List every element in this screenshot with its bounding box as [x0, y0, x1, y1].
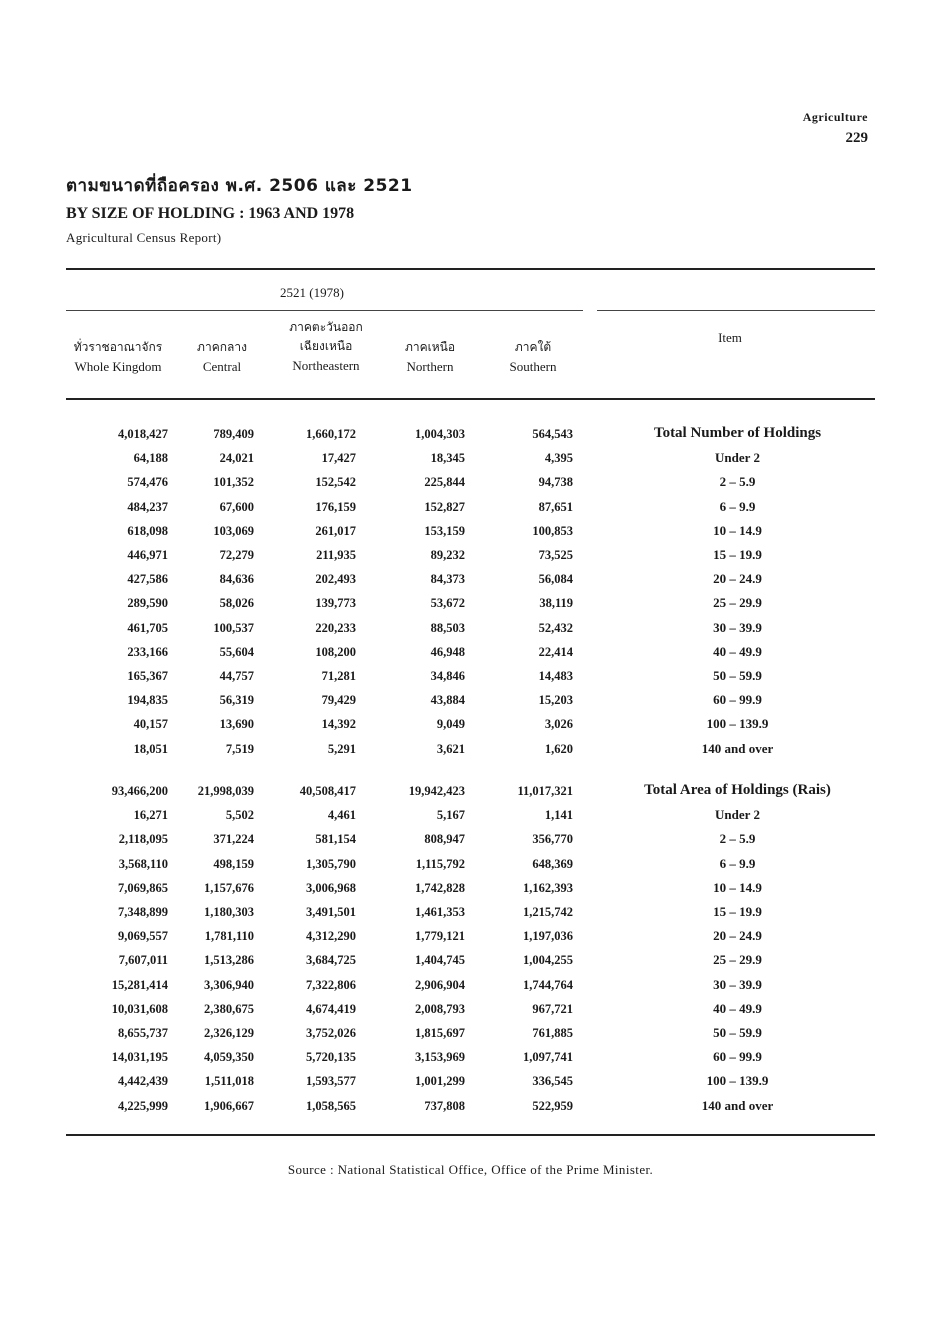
- item-label: 20 – 24.9: [713, 928, 762, 944]
- table-cell: 446,971: [127, 548, 168, 562]
- table-cell: 9,069,557: [118, 929, 168, 944]
- table-cell: 165,367: [127, 669, 168, 683]
- column-header: [58, 338, 178, 376]
- table-cell: 1,744,764: [523, 977, 573, 992]
- column-header: [162, 338, 282, 376]
- column-header: [370, 338, 490, 376]
- table-cell: 153,159: [424, 523, 465, 538]
- table-cell: 194,835: [127, 693, 168, 708]
- table-row: [0, 544, 941, 568]
- table-cell: 461,705: [127, 620, 168, 635]
- item-label: 50 – 59.9: [713, 1025, 762, 1040]
- table-cell: 1,180,303: [204, 905, 254, 919]
- table-cell: 1,215,742: [523, 905, 573, 919]
- table-cell: 176,159: [315, 499, 356, 514]
- table-cell: 522,959: [532, 1098, 573, 1113]
- table-cell: 100,853: [532, 523, 573, 538]
- table-cell: 4,674,419: [306, 1001, 356, 1016]
- table-row: [0, 641, 941, 665]
- column-header-thai: ภาคเหนือ: [404, 340, 456, 354]
- item-label: 15 – 19.9: [713, 547, 762, 562]
- table-cell: 233,166: [127, 644, 168, 659]
- table-row: [0, 592, 941, 616]
- table-cell: 11,017,321: [517, 784, 573, 798]
- item-label: 10 – 14.9: [713, 522, 762, 538]
- item-label: 25 – 29.9: [713, 952, 762, 968]
- item-label: Under 2: [715, 807, 760, 823]
- item-label: 30 – 39.9: [713, 976, 762, 992]
- table-cell: 225,844: [424, 475, 465, 490]
- section-heading: Total Number of Holdings: [653, 425, 822, 441]
- item-label: 2 – 5.9: [719, 474, 756, 490]
- table-cell: 22,414: [538, 644, 573, 659]
- table-cell: 581,154: [315, 832, 356, 847]
- table-cell: 100,537: [213, 620, 254, 635]
- table-cell: 7,607,011: [118, 953, 168, 968]
- table-cell: 261,017: [315, 523, 356, 538]
- table-cell: 1,404,745: [415, 953, 465, 968]
- table-row: [0, 738, 941, 762]
- table-cell: 7,519: [225, 741, 254, 756]
- table-cell: 2,380,675: [204, 1001, 254, 1016]
- item-label: 40 – 49.9: [713, 643, 762, 659]
- table-cell: 336,545: [532, 1074, 573, 1089]
- table-row: [0, 853, 941, 877]
- column-header-thai: ภาคตะวันออก: [289, 320, 363, 334]
- column-header-english: Northern: [406, 359, 454, 374]
- table-cell: 14,392: [321, 717, 356, 732]
- table-cell: 5,167: [436, 808, 465, 823]
- section-label: Agriculture: [802, 110, 868, 124]
- table-cell: 44,757: [219, 669, 254, 683]
- table-cell: 9,049: [436, 717, 465, 732]
- table-cell: 4,312,290: [306, 929, 356, 944]
- section-heading: Total Area of Holdings (Rais): [644, 782, 831, 798]
- table-cell: 3,684,725: [306, 953, 356, 968]
- table-cell: 88,503: [430, 620, 465, 635]
- year-rule: [66, 310, 583, 311]
- table-cell: 93,466,200: [111, 784, 168, 798]
- header-rule: [66, 398, 875, 400]
- table-row: [0, 949, 941, 973]
- item-label: 6 – 9.9: [719, 855, 756, 871]
- table-cell: 14,031,195: [111, 1050, 168, 1065]
- table-cell: 87,651: [538, 499, 573, 514]
- table-cell: 55,604: [219, 644, 254, 659]
- table-cell: 101,352: [213, 475, 254, 490]
- table-cell: 152,827: [424, 499, 465, 514]
- table-cell: 3,153,969: [415, 1050, 465, 1065]
- table-cell: 67,600: [219, 499, 254, 514]
- table-cell: 152,542: [315, 475, 356, 490]
- title-thai: ตามขนาดที่ถือครอง พ.ศ. 2506 และ 2521: [66, 176, 413, 196]
- table-cell: 1,593,577: [306, 1074, 356, 1089]
- table-cell: 3,621: [436, 741, 465, 756]
- table-cell: 40,157: [133, 717, 168, 732]
- table-cell: 2,906,904: [415, 977, 465, 992]
- table-cell: 4,395: [544, 451, 573, 466]
- item-label: 50 – 59.9: [713, 668, 762, 683]
- table-cell: 1,461,353: [415, 905, 465, 919]
- table-cell: 967,721: [532, 1001, 573, 1016]
- table-cell: 17,427: [321, 451, 356, 466]
- table-row: [0, 1095, 941, 1119]
- table-cell: 618,098: [127, 523, 168, 538]
- table-cell: 5,291: [327, 741, 356, 756]
- table-cell: 1,305,790: [306, 856, 356, 871]
- item-label: 10 – 14.9: [713, 879, 762, 895]
- table-cell: 7,322,806: [306, 977, 356, 992]
- table-cell: 1,779,121: [415, 929, 465, 944]
- table-cell: 4,442,439: [118, 1074, 168, 1089]
- table-cell: 484,237: [127, 499, 168, 514]
- table-cell: 1,197,036: [523, 929, 573, 944]
- table-cell: 3,491,501: [306, 905, 356, 919]
- table-cell: 15,203: [538, 693, 573, 708]
- table-cell: 4,018,427: [118, 427, 168, 441]
- item-label: 15 – 19.9: [713, 904, 762, 919]
- item-label: 30 – 39.9: [713, 619, 762, 635]
- table-cell: 1,511,018: [204, 1074, 254, 1089]
- table-row: [0, 665, 941, 689]
- table-cell: 34,846: [430, 669, 465, 683]
- table-cell: 84,636: [219, 572, 254, 587]
- table-cell: 289,590: [127, 596, 168, 611]
- table-cell: 56,084: [538, 572, 573, 587]
- table-cell: 3,026: [544, 717, 573, 732]
- table-cell: 18,051: [133, 741, 168, 756]
- table-cell: 1,097,741: [523, 1050, 573, 1065]
- table-cell: 427,586: [127, 572, 168, 587]
- column-header-thai: ภาคใต้: [514, 340, 552, 354]
- item-label: 60 – 99.9: [713, 1049, 762, 1065]
- table-row: [0, 713, 941, 737]
- table-cell: 14,483: [538, 669, 573, 683]
- item-label: 20 – 24.9: [713, 571, 762, 587]
- table-cell: 38,119: [539, 596, 573, 611]
- table-row: [0, 447, 941, 471]
- table-cell: 72,279: [219, 548, 254, 562]
- table-cell: 2,008,793: [415, 1001, 465, 1016]
- table-cell: 8,655,737: [118, 1026, 168, 1040]
- column-header-english: Southern: [509, 359, 557, 374]
- table-cell: 737,808: [424, 1098, 465, 1113]
- column-header-english: เฉียงเหนือ: [299, 339, 353, 353]
- table-total-row: [0, 423, 941, 447]
- table-cell: 1,513,286: [204, 953, 254, 968]
- item-label: 60 – 99.9: [713, 692, 762, 708]
- table-cell: 356,770: [532, 832, 573, 847]
- table-cell: 1,162,393: [523, 880, 573, 895]
- table-cell: 7,069,865: [118, 880, 168, 895]
- table-row: [0, 496, 941, 520]
- table-cell: 1,660,172: [306, 427, 356, 441]
- column-header-english: Whole Kingdom: [74, 359, 162, 374]
- item-label: 140 and over: [701, 1097, 774, 1113]
- column-header: [266, 318, 386, 375]
- source-note: Source : National Statistical Office, Office of the Prime Minister.: [287, 1162, 654, 1177]
- table-cell: 10,031,608: [111, 1001, 168, 1016]
- column-header-extra: Northeastern: [292, 358, 360, 373]
- table-cell: 808,947: [424, 832, 465, 847]
- item-label: Under 2: [715, 450, 760, 466]
- item-label: 2 – 5.9: [719, 831, 756, 847]
- table-row: [0, 901, 941, 925]
- table-cell: 24,021: [219, 451, 254, 466]
- table-cell: 64,188: [133, 451, 168, 466]
- table-row: [0, 1022, 941, 1046]
- table-cell: 16,271: [133, 808, 168, 823]
- table-cell: 1,115,792: [415, 856, 465, 871]
- table-cell: 202,493: [315, 572, 356, 587]
- table-cell: 1,742,828: [415, 880, 465, 895]
- table-cell: 371,224: [213, 832, 254, 847]
- table-total-row: [0, 780, 941, 804]
- table-cell: 46,948: [430, 644, 465, 659]
- table-cell: 574,476: [127, 475, 168, 490]
- item-label: 40 – 49.9: [713, 1000, 762, 1016]
- table-cell: 1,906,667: [204, 1098, 254, 1113]
- table-cell: 89,232: [430, 548, 465, 562]
- table-cell: 43,884: [430, 693, 465, 708]
- table-row: [0, 520, 941, 544]
- table-row: [0, 828, 941, 852]
- table-row: [0, 617, 941, 641]
- table-cell: 3,752,026: [306, 1026, 356, 1040]
- table-cell: 19,942,423: [408, 784, 465, 798]
- table-cell: 1,001,299: [415, 1074, 465, 1089]
- table-cell: 15,281,414: [111, 977, 168, 992]
- table-cell: 18,345: [430, 451, 465, 466]
- table-cell: 56,319: [219, 693, 254, 708]
- table-row: [0, 877, 941, 901]
- column-header-thai: ภาคกลาง: [197, 340, 247, 354]
- table-cell: 4,059,350: [204, 1050, 254, 1065]
- table-cell: 5,502: [225, 808, 254, 823]
- item-rule: [597, 310, 875, 311]
- table-cell: 73,525: [538, 548, 573, 562]
- table-row: [0, 925, 941, 949]
- item-label: 140 and over: [701, 740, 774, 756]
- table-cell: 53,672: [430, 596, 465, 611]
- table-cell: 4,225,999: [118, 1098, 168, 1113]
- table-cell: 1,004,303: [415, 427, 465, 441]
- item-label: 6 – 9.9: [719, 498, 756, 514]
- table-cell: 40,508,417: [299, 784, 356, 798]
- table-cell: 58,026: [219, 596, 254, 611]
- table-cell: 103,069: [213, 523, 254, 538]
- table-cell: 1,157,676: [204, 880, 254, 895]
- table-cell: 2,118,095: [118, 832, 168, 847]
- item-header: Item: [718, 330, 742, 345]
- table-row: [0, 998, 941, 1022]
- year-label: 2521 (1978): [280, 285, 344, 300]
- table-cell: 1,781,110: [204, 929, 254, 944]
- table-cell: 1,141: [544, 808, 573, 823]
- table-row: [0, 1070, 941, 1094]
- column-header-thai: ทั่วราชอาณาจักร: [73, 340, 163, 354]
- table-cell: 52,432: [538, 620, 573, 635]
- table-cell: 1,620: [544, 741, 573, 756]
- table-row: [0, 471, 941, 495]
- table-cell: 3,306,940: [204, 977, 254, 992]
- table-cell: 7,348,899: [118, 905, 168, 919]
- column-header: [473, 338, 593, 376]
- table-cell: 761,885: [532, 1026, 573, 1040]
- table-cell: 94,738: [538, 475, 573, 490]
- item-label: 100 – 139.9: [706, 1073, 769, 1089]
- title-english: BY SIZE OF HOLDING : 1963 AND 1978: [66, 205, 355, 222]
- table-cell: 139,773: [315, 596, 356, 611]
- subtitle: Agricultural Census Report): [66, 230, 222, 245]
- table-cell: 71,281: [321, 669, 356, 683]
- table-row: [0, 804, 941, 828]
- bottom-rule: [66, 1134, 875, 1136]
- table-cell: 5,720,135: [306, 1050, 356, 1065]
- table-cell: 1,815,697: [415, 1026, 465, 1040]
- table-cell: 220,233: [315, 620, 356, 635]
- table-cell: 2,326,129: [204, 1026, 254, 1040]
- table-cell: 3,006,968: [306, 880, 356, 895]
- table-cell: 211,935: [316, 548, 356, 562]
- table-cell: 3,568,110: [118, 856, 168, 871]
- table-cell: 21,998,039: [197, 784, 254, 798]
- table-row: [0, 568, 941, 592]
- table-cell: 789,409: [213, 427, 254, 441]
- table-row: [0, 689, 941, 713]
- item-label: 100 – 139.9: [706, 716, 769, 732]
- item-label: 25 – 29.9: [713, 595, 762, 611]
- table-cell: 108,200: [315, 644, 356, 659]
- table-row: [0, 1046, 941, 1070]
- top-rule: [66, 268, 875, 270]
- table-cell: 564,543: [532, 427, 573, 441]
- table-cell: 13,690: [219, 717, 254, 732]
- table-cell: 1,004,255: [523, 953, 573, 968]
- table-row: [0, 974, 941, 998]
- table-cell: 648,369: [532, 856, 573, 871]
- column-header-english: Central: [202, 359, 242, 374]
- table-cell: 4,461: [327, 808, 356, 823]
- table-cell: 498,159: [213, 856, 254, 871]
- page-number: 229: [845, 130, 868, 146]
- table-cell: 79,429: [321, 693, 356, 708]
- table-cell: 1,058,565: [306, 1098, 356, 1113]
- table-cell: 84,373: [430, 572, 465, 587]
